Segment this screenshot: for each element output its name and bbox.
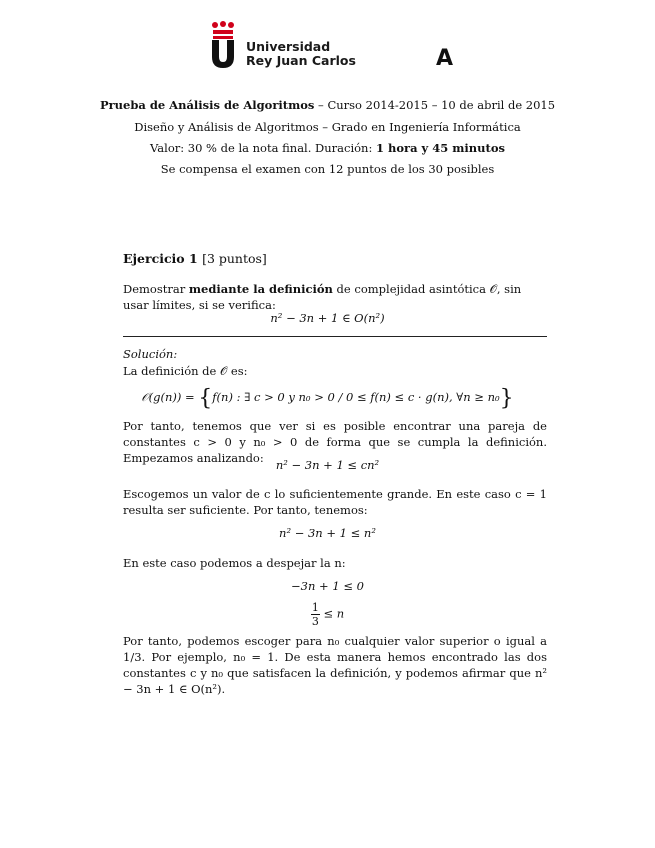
logo-mark xyxy=(212,40,234,68)
header-line1 xyxy=(0,98,655,112)
solution-label: Solución: xyxy=(123,347,178,361)
fraction xyxy=(311,601,320,628)
header-line2: Diseño y Análisis de Algoritmos – Grado en Ingeniería Informática xyxy=(134,120,521,134)
university-logo-text xyxy=(246,40,356,68)
exercise-points: [3 puntos] xyxy=(202,251,267,266)
exam-date: – Curso 2014-2015 – 10 de abril de 2015 xyxy=(314,98,556,112)
exam-version: A xyxy=(436,46,454,71)
definition-equation: 𝒪(g(n)) = {f(n) : ∃ c > 0 y n₀ > 0 / 0 ≤ f(n) ≤ c · g(n), ∀n ≥ n₀} xyxy=(141,386,514,411)
definition-lhs: 𝒪(g(n)) = xyxy=(141,390,199,404)
value-duration: Valor: 30 % de la nota final. Duración: xyxy=(150,141,376,155)
solution-p3: Escogemos un valor de c lo suficientemente grande. En este caso c = 1 resulta ser suficiente. Por tanto, tenemos: xyxy=(123,487,547,517)
exercise-title xyxy=(123,251,547,267)
statement-pre: Demostrar xyxy=(123,282,189,296)
fraction-numerator: 1 xyxy=(311,601,319,614)
statement-equation: n² − 3n + 1 ∈ O(n²) xyxy=(270,311,385,325)
duration: 1 hora y 45 minutos xyxy=(376,141,505,155)
equation-4 xyxy=(0,601,655,628)
statement-post: de complejidad asintótica 𝒪, sin usar límites, si se verifica: xyxy=(123,282,522,312)
fraction-denominator: 3 xyxy=(311,615,319,628)
logo-line1: Universidad xyxy=(246,39,331,54)
exercise-statement xyxy=(123,281,547,313)
solution-p1: La definición de 𝒪 es: xyxy=(123,364,248,378)
equation-1: n² − 3n + 1 ≤ cn² xyxy=(275,458,380,472)
solution-p4: En este caso podemos a despejar la n: xyxy=(123,556,346,570)
header-line4: Se compensa el examen con 12 puntos de los 30 posibles xyxy=(160,162,495,176)
header-line3 xyxy=(0,141,655,155)
solution-p5: Por tanto, podemos escoger para n₀ cualquier valor superior o igual a 1/3. Por ejemplo, n₀ = 1. De esta manera hemos encontrado las dos constantes c y n₀ que satisfacen la definición, y podemos afirmar que n² − 3n + 1 ∈ O(n²). xyxy=(123,634,547,696)
logo-line2: Rey Juan Carlos xyxy=(246,53,356,68)
exam-title: Prueba de Análisis de Algoritmos xyxy=(99,98,315,112)
divider xyxy=(123,336,547,337)
crown-icon xyxy=(211,21,235,41)
statement-bold: mediante la definición xyxy=(188,282,333,296)
equation-2: n² − 3n + 1 ≤ n² xyxy=(279,526,376,540)
solution-p2: Por tanto, tenemos que ver si es posible encontrar una pareja de constantes c > 0 y n₀ > 0 de forma que se cumpla la definición. Empezamos analizando: xyxy=(123,419,547,465)
equation-4-rest: ≤ n xyxy=(319,606,345,621)
definition-set: f(n) : ∃ c > 0 y n₀ > 0 / 0 ≤ f(n) ≤ c · g(n), ∀n ≥ n₀ xyxy=(212,390,500,404)
equation-3: −3n + 1 ≤ 0 xyxy=(291,579,364,593)
exercise-name: Ejercicio 1 xyxy=(123,251,198,266)
